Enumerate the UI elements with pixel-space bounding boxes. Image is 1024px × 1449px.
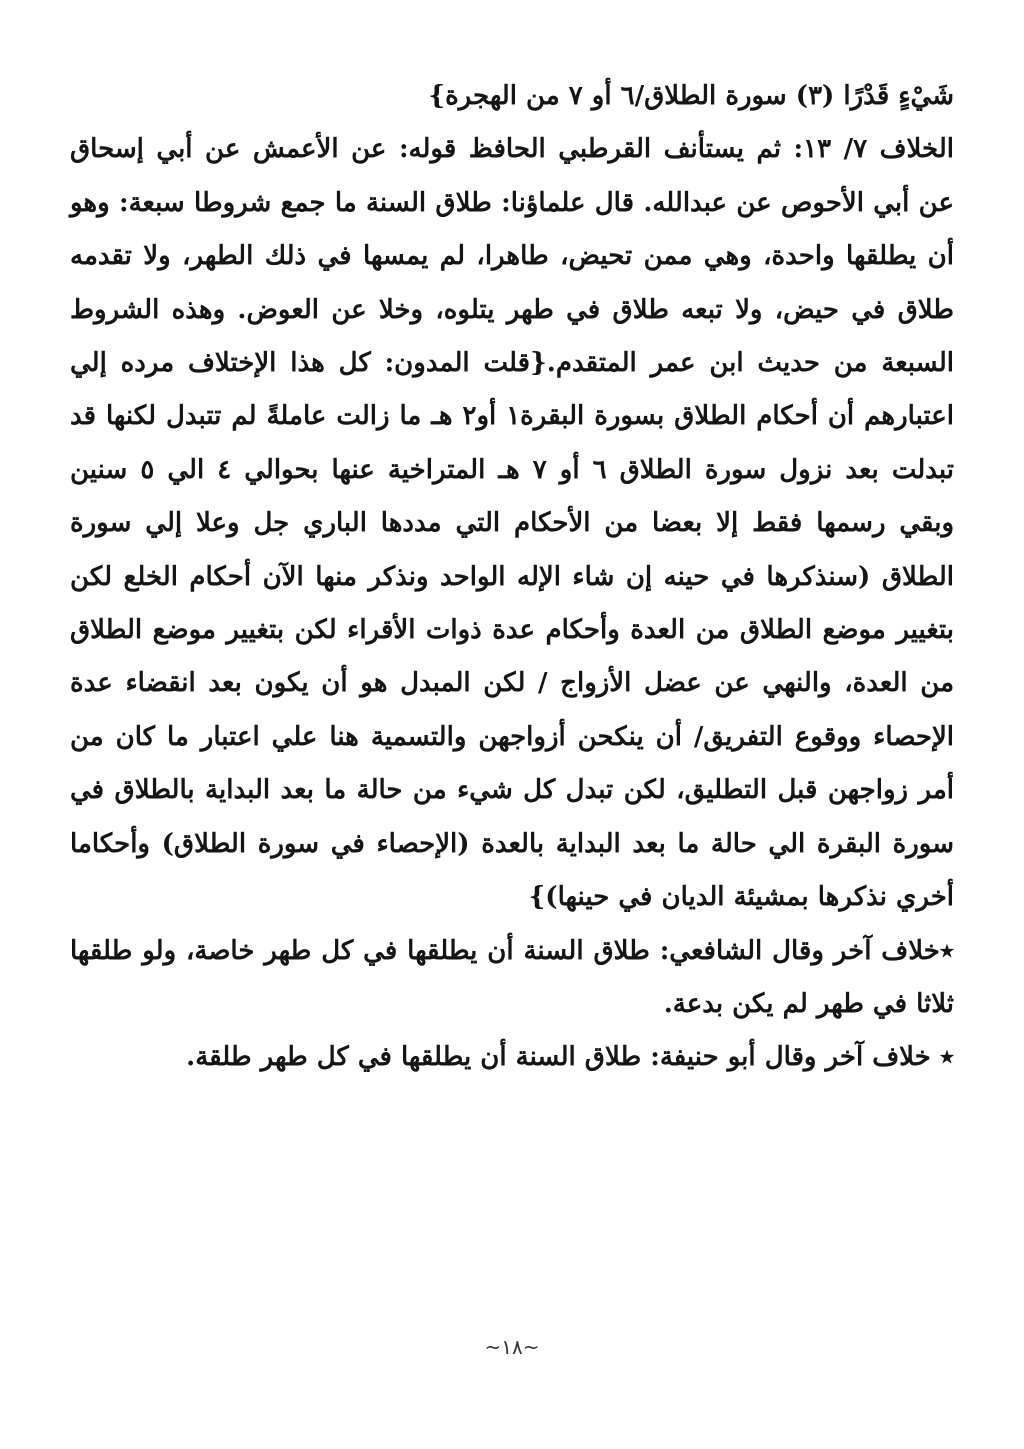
border-bottom [0,1393,1024,1449]
page-number: ~١٨~ [484,1335,540,1359]
paragraph: ٭خلاف آخر وقال الشافعي: طلاق السنة أن يطلقها في كل طهر خاصة، ولو طلقها ثلاثا في طهر لم يكن بدعة. [70,935,954,1019]
border-top [0,0,1024,56]
paragraph: شَيْءٍ قَدْرًا (٣) سورة الطلاق/٦ أو ٧ من الهجرة} [428,81,954,111]
paragraph: الخلاف ٧/ ١٣: ثم يستأنف القرطبي الحافظ قوله: عن الأعمش عن أبي إسحاق عن أبي الأحوص عن عبدالله. قال علماؤنا: طلاق السنة ما جمع شروطا سبعة: وهو أن يطلقها واحدة، وهي ممن تحيض، طاهرا، لم يمسها في ذلك الطهر، ولا تقدمه طلاق في حيض، ولا تبعه طلاق في طهر يتلوه، وخلا عن العوض. وهذه الشروط السبعة من حديث ابن عمر المتقدم.{قلت المدون: كل هذا الإختلاف مرده إلي اعتبارهم أن أحكام الطلاق بسورة البقرة١ أو٢ هـ ما زالت عاملةً لم تتبدل لكنها قد تبدلت بعد نزول سورة الطلاق ٦ أو ٧ هـ المتراخية عنها بحوالي ٤ الي ٥ سنين وبقي رسمها فقط إلا بعضا من الأحكام التي مددها الباري جل وعلا إلي سورة الطلاق (سنذكرها في حينه إن شاء الإله الواحد ونذكر منها الآن أحكام الخلع لكن بتغيير موضع الطلاق من العدة وأحكام عدة ذوات الأقراء لكن بتغيير موضع الطلاق من العدة، والنهي عن عضل الأزواج / لكن المبدل هو أن يكون بعد انقضاء عدة الإحصاء ووقوع التفريق/ أن ينكحن أزواجهن والتسمية هنا علي اعتبار ما كان من أمر زواجهن قبل التطليق، لكن تبدل كل شيء من حالة ما بعد البداية بالطلاق في سورة البقرة الي حالة ما بعد البداية بالعدة (الإحصاء في سورة الطلاق) وأحكاما أخري نذكرها بمشيئة الديان في حينها)} [70,134,955,913]
paragraph: ٭ خلاف آخر وقال أبو حنيفة: طلاق السنة أن يطلقها في كل طهر طلقة. [186,1042,954,1073]
border-right [970,56,1024,1393]
border-left [0,56,54,1393]
page-body [70,70,954,1359]
